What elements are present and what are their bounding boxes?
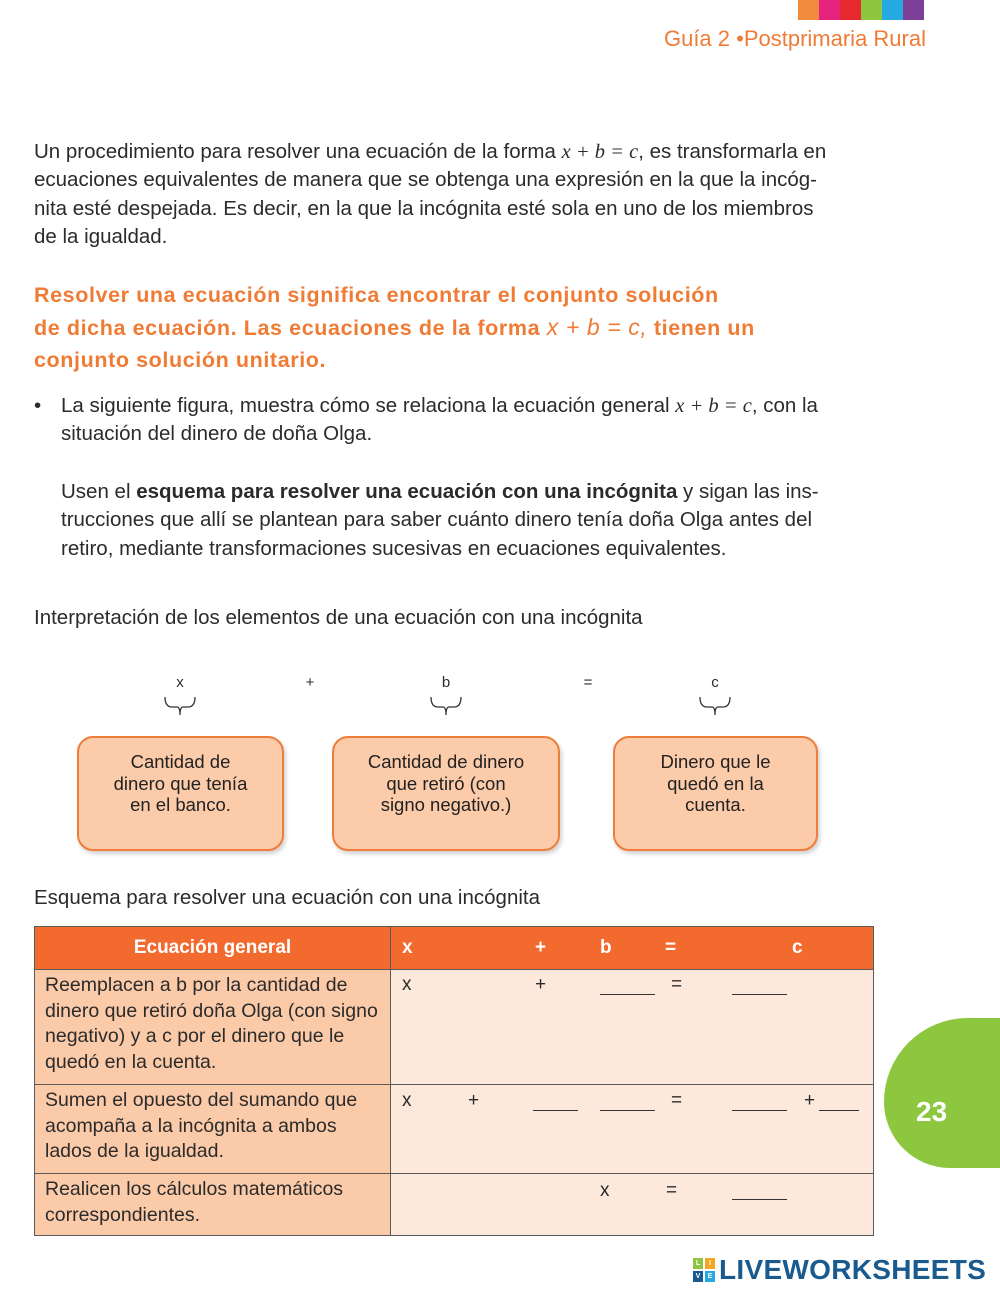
definition-line-2 xyxy=(34,311,854,344)
blank-input[interactable] xyxy=(732,1199,787,1200)
box-line: Cantidad de dinero xyxy=(367,751,525,772)
strip-block xyxy=(840,0,861,20)
blank-input[interactable] xyxy=(732,1110,787,1111)
figure-title: Interpretación de los elementos de una ecuación con una incógnita xyxy=(34,606,643,629)
box-b-meaning xyxy=(332,736,560,851)
strip-block xyxy=(903,0,924,20)
table-row xyxy=(35,1085,874,1174)
instructions-line-2: trucciones que allí se plantean para saber cuánto dinero tenía doña Olga antes del xyxy=(61,508,813,532)
intro-equation: x + b = c xyxy=(561,141,639,163)
instructions-line-3: retiro, mediante transformaciones sucesivas en ecuaciones equivalentes. xyxy=(61,536,727,560)
box-line: Dinero que le xyxy=(660,751,771,772)
row-equals: = xyxy=(666,1180,678,1201)
intro-paragraph xyxy=(34,138,894,252)
row-label: Reemplacen a b por la cantidad de dinero que retiró doña Olga (con signo negativo) y a c por el dinero que le quedó en la cuenta. xyxy=(35,970,391,1085)
logo-icon-letter: I xyxy=(705,1258,715,1269)
symbol-b: b xyxy=(441,674,451,691)
strip-block xyxy=(798,0,819,20)
box-line: que retiró (con xyxy=(386,772,506,794)
liveworksheets-logo xyxy=(693,1254,986,1286)
page-tab xyxy=(884,1018,1000,1168)
brace-icon xyxy=(695,694,735,718)
bullet-equation: x + b = c xyxy=(675,395,752,417)
logo-icon-letter: V xyxy=(693,1271,703,1282)
logo-icon-letter: L xyxy=(693,1258,703,1269)
blank-input[interactable] xyxy=(533,1110,578,1111)
symbol-equals: = xyxy=(583,674,593,691)
header-x: x xyxy=(402,937,413,958)
intro-line-4: de la igualdad. xyxy=(34,225,168,249)
row-equation xyxy=(391,970,874,1085)
row-plus-2: + xyxy=(804,1090,816,1111)
box-x-meaning xyxy=(77,736,284,851)
instructions-paragraph xyxy=(61,478,901,563)
intro-text: Un procedimiento para resolver una ecuación de la forma xyxy=(34,140,562,163)
bullet-line-2: situación del dinero de doña Olga. xyxy=(61,422,373,446)
table-row xyxy=(35,1174,874,1236)
row-plus: + xyxy=(468,1090,480,1111)
intro-line-3: nita esté despejada. Es decir, en la que la incógnita esté sola en uno de los miembros xyxy=(34,196,814,220)
intro-line-2: ecuaciones equivalentes de manera que se obtenga una expresión en la que la incóg- xyxy=(34,168,817,192)
header-equation xyxy=(391,927,874,970)
header-equals: = xyxy=(665,937,677,958)
definition-text xyxy=(34,279,854,376)
symbol-c: c xyxy=(711,674,719,691)
definition-text-part: de dicha ecuación. Las ecuaciones de la forma xyxy=(34,316,547,340)
blank-input[interactable] xyxy=(600,994,655,995)
blank-input[interactable] xyxy=(600,1110,655,1111)
strip-block xyxy=(861,0,882,20)
bullet-marker: • xyxy=(34,394,42,417)
header-plus: + xyxy=(535,937,547,958)
bullet-line-1 xyxy=(34,392,894,420)
row-x: x xyxy=(402,974,412,995)
guide-number: Guía 2 • xyxy=(663,26,744,51)
logo-text: LIVEWORKSHEETS xyxy=(719,1254,987,1285)
row-label: Sumen el opuesto del sumando que acompaña a la incógnita a ambos lados de la igualdad. xyxy=(35,1085,391,1174)
bullet-paragraph xyxy=(34,392,894,449)
guide-program: Postprimaria Rural xyxy=(743,26,926,51)
blank-input[interactable] xyxy=(819,1110,859,1111)
table-header-row xyxy=(35,927,874,970)
box-line: cuenta. xyxy=(685,794,746,815)
blank-input[interactable] xyxy=(732,994,787,995)
scheme-title: Esquema para resolver una ecuación con una incógnita xyxy=(34,886,540,909)
row-equation xyxy=(391,1174,874,1236)
brace-icon xyxy=(160,694,200,718)
color-strip xyxy=(798,0,924,20)
row-equation xyxy=(391,1085,874,1174)
box-line: en el banco. xyxy=(130,794,231,815)
row-x: x xyxy=(402,1090,412,1111)
row-plus: + xyxy=(535,974,547,995)
box-line: quedó en la xyxy=(667,772,764,794)
box-line: Cantidad de xyxy=(130,751,231,772)
brace-icon xyxy=(426,694,466,718)
symbol-x: x xyxy=(176,674,184,691)
row-label: Realicen los cálculos matemáticos correspondientes. xyxy=(35,1174,391,1236)
row-equals: = xyxy=(671,1090,683,1111)
instructions-bold: esquema para resolver una ecuación con una incógnita xyxy=(136,480,678,503)
definition-line-3: conjunto solución unitario. xyxy=(34,348,327,372)
page-number: 23 xyxy=(916,1096,948,1127)
box-line: dinero que tenía xyxy=(113,772,248,794)
header-c: c xyxy=(792,937,803,958)
box-c-meaning xyxy=(613,736,818,851)
row-x: x xyxy=(600,1180,610,1201)
guide-header xyxy=(664,26,926,52)
intro-text: , es transformarla en xyxy=(638,140,827,163)
instructions-line-1 xyxy=(61,478,901,506)
definition-text-part: tienen un xyxy=(647,316,755,340)
symbol-plus: + xyxy=(305,674,315,691)
header-b: b xyxy=(600,937,612,958)
logo-icon-letter: E xyxy=(705,1271,715,1282)
definition-equation: x + b = c, xyxy=(546,314,648,340)
bullet-text: , con la xyxy=(751,394,818,417)
strip-block xyxy=(882,0,903,20)
table-row xyxy=(35,970,874,1085)
instructions-text: y sigan las ins- xyxy=(677,480,819,503)
definition-line-1: Resolver una ecuación significa encontrar el conjunto solución xyxy=(34,283,719,307)
scheme-table xyxy=(34,926,874,1236)
box-line: signo negativo.) xyxy=(380,794,512,815)
header-label: Ecuación general xyxy=(35,927,391,970)
row-equals: = xyxy=(671,974,683,995)
bullet-text: La siguiente figura, muestra cómo se relaciona la ecuación general xyxy=(61,394,676,417)
logo-icon xyxy=(693,1258,715,1282)
instructions-text: Usen el xyxy=(61,480,137,503)
intro-line-1 xyxy=(34,138,894,166)
strip-block xyxy=(819,0,840,20)
